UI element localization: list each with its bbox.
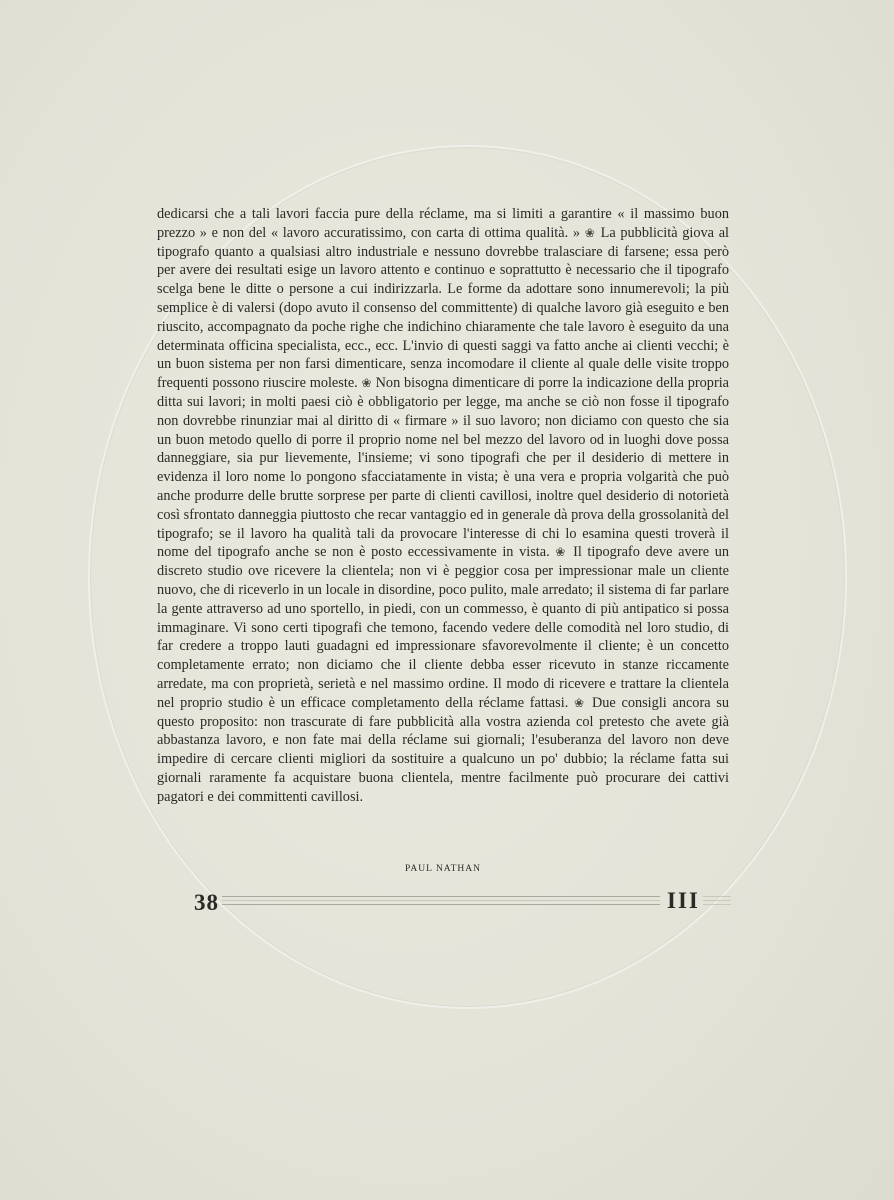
text-segment: Il tipografo deve avere un discreto studio ove ricevere la clientela; non vi è peggior cosa per impressionar male un cliente nuovo, che di riceverlo in un locale in disordine, poco pulito, male arredato; il sistema di far parlare la gente attraverso ad uno sportello, in piedi, con un commesso, è quanto di più antipatico si possa immaginare. Vi sono certi tipografi che temono, facendo vedere delle comodità nel loro studio, di far credere a troppo lauti guadagni ed impressionare sfavorevolmente il cliente; è un concetto completamente errato; non diciamo che il cliente debba esser ricevuto in stanze riccamente arredate, ma con proprietà, serietà e nel massimo ordine. Il modo di ricevere e trattare la clientela nel proprio studio è un efficace completamento della réclame fattasi. <box>157 544 729 711</box>
signature-number: III <box>667 888 700 913</box>
footer-short-rule <box>703 896 731 910</box>
text-segment: Due consigli ancora su questo proposito: non trascurate di fare pubblicità alla vostra azienda col pretesto che avete già abbastanza lavoro, e non fate mai della réclame sui giornali; l'esuberanza del lavoro non deve impedire di cercare clienti migliori da sostituire a qualcuno un po' dubbio; la réclame fatta sui giornali raramente fa acquistare buona clientela, mentre facilmente può procurare dei cattivi pagatori e dei committenti cavillosi. <box>157 694 729 805</box>
article-paragraph <box>157 205 729 807</box>
text-segment: dedicarsi che a tali lavori faccia pure della réclame, ma si limiti a garantire « il massimo buon prezzo » e non del « lavoro accuratissimo, con carta di ottima qualità. » <box>157 206 729 241</box>
author-signature: PAUL NATHAN <box>404 864 481 874</box>
page-number: 38 <box>194 890 219 915</box>
fleuron-separator-icon: ❀ <box>555 545 568 560</box>
fleuron-separator-icon: ❀ <box>361 376 372 391</box>
footer-rule <box>222 896 660 910</box>
fleuron-separator-icon: ❀ <box>574 695 587 710</box>
fleuron-separator-icon: ❀ <box>584 225 596 240</box>
page-footer <box>160 888 730 928</box>
text-segment: Non bisogna dimenticare di porre la indicazione della propria ditta sui lavori; in molti paesi ciò è obbligatorio per legge, ma anche se ciò non fosse il tipografo non dovrebbe rinunziar mai al diritto di « firmare » il suo lavoro; non diciamo con questo che sia un buon metodo quello di porre il proprio nome nel bel mezzo del lavoro od in luoghi dove possa danneggiare, sia pur lievemente, l'insieme; vi sono tipografi che per il desiderio di mettere in evidenza il loro nome lo pongono sfacciatamente in vista; è una vera e propria volgarità che può anche produrre delle brutte sorprese per parte di clienti cavillosi, inoltre quel desiderio di notorietà così sfrontato danneggia piuttosto che recar vantaggio ed in generale dà prova della grossolanità del tipografo; se il lavoro ha qualità tali da provocare l'interesse di chi lo esamina questi troverà il nome del tipografo anche se non è posto eccessivamente in vista. <box>157 375 730 561</box>
article-body <box>157 205 729 807</box>
text-segment: La pubblicità giova al tipografo quanto a qualsiasi altro industriale e nessuno dovrebbe tralasciare di farsene; essa però per avere dei resultati esige un lavoro attento e continuo e soprattutto è necessario che il tipografo scelga bene le ditte o persone a cui indirizzarla. Le forme da adottare sono innumerevoli; la più semplice è di valersi (dopo avuto il consenso del committente) di qualche lavoro già eseguito e ben riuscito, accompagnato da poche righe che indichino chiaramente che tale lavoro è eseguito da una determinata officina specialista, ecc., ecc. L'invio di questi saggi va fatto anche ai clienti vecchi; è un buon sistema per non farsi dimenticare, senza incomodare il cliente al quale delle visite troppo frequenti possono riuscire moleste. <box>157 224 730 392</box>
